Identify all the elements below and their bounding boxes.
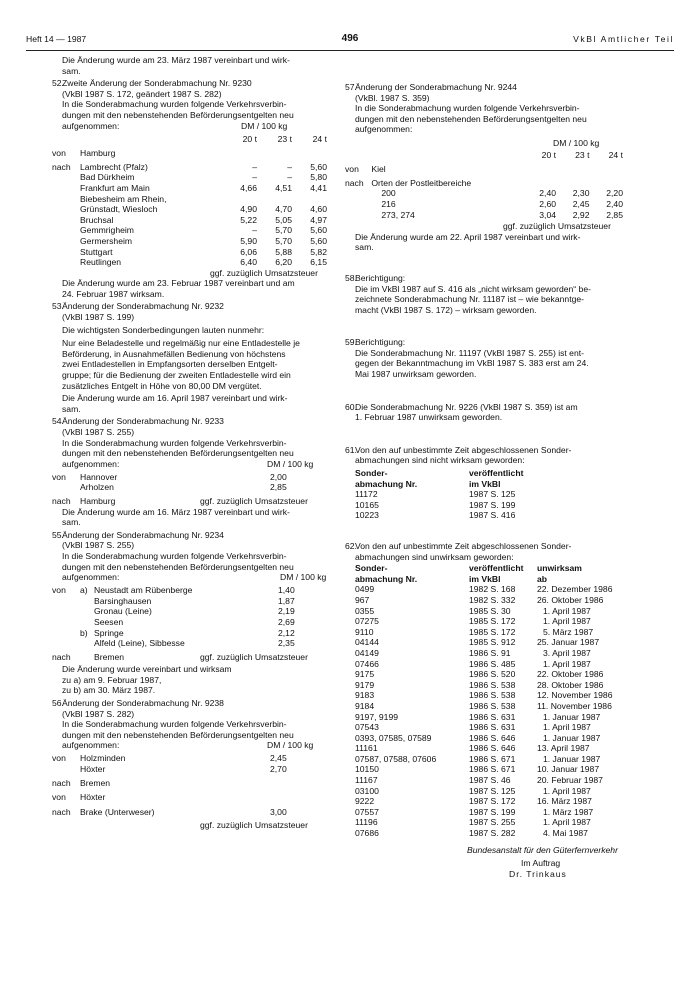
section-62: 62. Von den auf unbestimmte Zeit abgeschlossenen Sonder- abmachungen sind unwirksam geworden: Sonder- abmachung Nr. veröffentlicht im VkBl unwirksam ab 0499 1982 S. 168 22. Dezember 1986 967 1982 S. 332 26. Oktober 1986 0355 1985 S. 30 1. April 1987 07275 1985 S. 172 1. April 1987 9110 1985 S. 172 5. März 1987 04144 1985 S. 912 25. Januar 1987 04149 1986 S. 91 3. April 1987 07466 1986 S. 485 1. April 1987 9175 1986 S. 520 22. Oktober 1986 9179 1986 S. 538 28. Oktober 1986 9183 1986 S. 538 12. November 1986 9184 1986 S. 538 11. November 1986 9197, 9199 1986 S. 631 1. Januar 1987 07543 1986 S. 631 1. April 1987 0393, 07585, 07589 1986 S. 646 1. Januar 1987 11161 1986 S. 646 13. April 1987 07587, 07588, 07606 1986 S. 671 1. Januar 1987 10150 1986 S. 671 10. Januar 1987 11167 1987 S. 46 20. Februar 1987 03100 1987 S. 125 1. April 1987 9222 1987 S. 172 16. März 1987 07557 1987 S. 199 1. März 1987 11196 1987 S. 255 1. April 1987 07686 1987 S. 282 4. Mai 1987 (345, 541, 613, 839)
table-row: 07466 1986 S. 485 1. April 1987 (355, 658, 591, 669)
section-53: 53. Änderung der Sonderabmachung Nr. 9232 (VkBl 1987 S. 199) Die wichtigsten Sonderbedingungen lauten nunmehr: Nur eine Beladestelle und regelmäßig nur eine Entladestelle je Beförderung, in Ausnahmefällen Bedienung von höchstens zwei Entladestellen in Empfangsorten derselben Entgelt- gruppe; für die Bedienung der zweiten Entladestelle wird ein zusätzliches Entgelt in Höhe von 80,00 DM vergütet. Die Änderung wurde am 16. April 1987 vereinbart und wirk- sam. (52, 301, 335, 414)
table-row: 9179 1986 S. 538 28. Oktober 1986 (355, 679, 604, 690)
tariff-table-52: 20 t 23 t 24 t von Hamburg nach Lambrecht (Pfalz) – – 5,60 Bad Dürkheim – – 5,80 Frankfurt am Main 4,66 4,51 4,41 Biebesheim am Rhein, Grünstadt, Wiesloch 4,90 4,70 4,60 Bruchsal 5,22 5,05 4,97 Gemmrigheim – 5,70 5,60 Germersheim 5,90 5,70 5,60 Stuttgart 6,06 5,88 5,82 Reutlingen 6,40 6,20 6,15 (52, 133, 327, 268)
signature-auftrag: Im Auftrag (521, 858, 561, 869)
section-54: 54. Änderung der Sonderabmachung Nr. 9233 (VkBl 1987 S. 255) In die Sonderabmachung wurden folgende Verkehrsverbin- dungen mit den nebenstehenden Beförderungsentgelten neu aufgenommen: DM / 100 kg von Hannover 2,00 Arholzen 2,85 nach Hamburg ggf. zuzüglich Umsatzsteuer Die Änderung wurde am 16. März 1987 vereinbart und wirk- sam. (52, 416, 314, 528)
signature-org: Bundesanstalt für den Güterfernverkehr (467, 844, 618, 855)
tariff-table-56: von Holzminden 2,45 Höxter 2,70 nach Bremen von Höxter nach Brake (Unterweser) 3,00 (52, 753, 287, 817)
table-row: 07275 1985 S. 172 1. April 1987 (355, 616, 591, 627)
table-row: 07543 1986 S. 631 1. April 1987 (355, 722, 591, 733)
table-row: 9175 1986 S. 520 22. Oktober 1986 (355, 669, 604, 680)
table-row: 967 1982 S. 332 26. Oktober 1986 (355, 594, 604, 605)
table-row: 07557 1987 S. 199 1. März 1987 (355, 806, 594, 817)
special-conditions: Nur eine Beladestelle und regelmäßig nur eine Entladestelle je Beförderung, in Ausnahmefällen Bedienung von höchstens zwei Entladestellen in Empfangsorten derselben Entgelt- gruppe; für die Bedienung der zweiten Entladestelle wird ein zusätzliches Entgelt in Höhe von 80,00 DM vergütet. (62, 338, 300, 391)
section-58: 58. Berichtigung: Die im VkBl 1987 auf S. 416 als „nicht wirksam geworden“ be- zeichnete Sonderabmachung Nr. 11187 ist – wie bekanntge- macht (VkBl 1987 S. 172) – wirksam geworden. (345, 272, 591, 315)
section-57: 57. Änderung der Sonderabmachung Nr. 9244 (VkBl. 1987 S. 359) In die Sonderabmachung wurden folgende Verkehrsverbin- dungen mit den nebenstehenden Beförderungsentgelten neu aufgenommen: DM / 100 kg 20 t 23 t 24 t von Kiel nach Orten der Postleitbereiche 200 2,40 2,30 2,20 216 2,60 2,45 2,40 273, 274 3,04 2,92 2,85 ggf. zuzüglich Umsatzsteuer Die Änderung wurde am 22. April 1987 vereinbart und wirk- sam. (345, 82, 623, 253)
section-55: 55. Änderung der Sonderabmachung Nr. 9234 (VkBl 1987 S. 255) In die Sonderabmachung wurden folgende Verkehrsverbin- dungen mit den nebenstehenden Beförderungsentgelten neu aufgenommen: DM / 100 kg von a) Neustadt am Rübenberge 1,40 Barsinghausen 1,87 Gronau (Leine) 2,19 Seesen 2,69 b) Springe 2,12 Alfeld (Leine), Sibbesse 2,35 nach Bremen ggf. zuzüglich Umsatzsteuer Die Änderung wurde vereinbart und wirksam zu a) am 9. Februar 1987, zu b) am 30. März 1987. (52, 529, 327, 696)
table-row: 9183 1986 S. 538 12. November 1986 (355, 690, 613, 701)
section-label: VkBl Amtlicher Teil (573, 34, 674, 44)
page-number: 496 (341, 33, 359, 44)
table-row: 0499 1982 S. 168 22. Dezember 1986 (355, 584, 613, 595)
tariff-table-55: von a) Neustadt am Rübenberge 1,40 Barsinghausen 1,87 Gronau (Leine) 2,19 Seesen 2,69 b) Springe 2,12 Alfeld (Leine), Sibbesse 2,35 nach Bremen ggf. zuzüglich Umsatzsteuer (52, 585, 308, 662)
ineffective-table: Sonder- abmachung Nr. veröffentlicht im VkBl unwirksam ab 0499 1982 S. 168 22. Dezember 1986 967 1982 S. 332 26. Oktober 1986 0355 1985 S. 30 1. April 1987 07275 1985 S. 172 1. April 1987 9110 1985 S. 172 5. März 1987 04144 1985 S. 912 25. Januar 1987 04149 1986 S. 91 3. April 1987 07466 1986 S. 485 1. April 1987 9175 1986 S. 520 22. Oktober 1986 9179 1986 S. 538 28. Oktober 1986 9183 1986 S. 538 12. November 1986 9184 1986 S. 538 11. November 1986 9197, 9199 1986 S. 631 1. Januar 1987 07543 1986 S. 631 1. April 1987 0393, 07585, 07589 1986 S. 646 1. Januar 1987 11161 1986 S. 646 13. April 1987 07587, 07588, 07606 1986 S. 671 1. Januar 1987 10150 1986 S. 671 10. Januar 1987 11167 1987 S. 46 20. Februar 1987 03100 1987 S. 125 1. April 1987 9222 1987 S. 172 16. März 1987 07557 1987 S. 199 1. März 1987 11196 1987 S. 255 1. April 1987 07686 1987 S. 282 4. Mai 1987 (355, 563, 613, 839)
table-row: 11161 1986 S. 646 13. April 1987 (355, 743, 590, 754)
tariff-table-57: 20 t 23 t 24 t von Kiel nach Orten der Postleitbereiche 200 2,40 2,30 2,20 216 2,60 2,45 2,40 273, 274 3,04 2,92 2,85 (345, 149, 623, 220)
table-row: 07686 1987 S. 282 4. Mai 1987 (355, 828, 588, 839)
section-56: 56. Änderung der Sonderabmachung Nr. 9238 (VkBl 1987 S. 282) In die Sonderabmachung wurden folgende Verkehrsverbin- dungen mit den nebenstehenden Beförderungsentgelten neu aufgenommen: DM / 100 kg von Holzminden 2,45 Höxter 2,70 nach Bremen von Höxter nach Brake (Unterweser) 3,00 ggf. zuzüglich Umsatzsteuer (52, 698, 314, 831)
table-row: 07587, 07588, 07606 1986 S. 671 1. Januar 1987 (355, 753, 601, 764)
section-59: 59. Berichtigung: Die Sonderabmachung Nr. 11197 (VkBl 1987 S. 255) ist ent- gegen der Bekanntmachung im VkBl 1987 S. 383 erst am 24. Mai 1987 unwirksam geworden. (345, 337, 589, 380)
table-row: 9222 1987 S. 172 16. März 1987 (355, 796, 592, 807)
intro-note: Die Änderung wurde am 23. März 1987 vereinbart und wirk- sam. (62, 55, 290, 76)
page-header (26, 34, 674, 48)
tariff-table-54: von Hannover 2,00 Arholzen 2,85 nach Hamburg ggf. zuzüglich Umsatzsteuer (52, 471, 308, 506)
left-column (52, 55, 335, 831)
section-60: 60. Die Sonderabmachung Nr. 9226 (VkBl 1987 S. 359) ist am 1. Februar 1987 unwirksam geworden. (345, 401, 578, 423)
signature-name: Dr. Trinkaus (509, 868, 567, 879)
table-row: 11167 1987 S. 46 20. Februar 1987 (355, 775, 603, 786)
table-row: 10150 1986 S. 671 10. Januar 1987 (355, 764, 600, 775)
right-column (345, 82, 633, 879)
not-effective-table: Sonder- abmachung Nr. veröffentlicht im VkBl 11172 1987 S. 125 10165 1987 S. 199 10223 1987 S. 416 (355, 468, 524, 521)
header-rule (26, 50, 674, 51)
table-row: 0355 1985 S. 30 1. April 1987 (355, 605, 591, 616)
table-row: 03100 1987 S. 125 1. April 1987 (355, 785, 591, 796)
table-row: 04144 1985 S. 912 25. Januar 1987 (355, 637, 600, 648)
section-61: 61. Von den auf unbestimmte Zeit abgeschlossenen Sonder- abmachungen sind nicht wirksam geworden: Sonder- abmachung Nr. veröffentlicht im VkBl 11172 1987 S. 125 10165 1987 S. 199 10223 1987 S. 416 (345, 444, 572, 521)
issue-label: Heft 14 — 1987 (26, 34, 87, 44)
table-row: 9197, 9199 1986 S. 631 1. Januar 1987 (355, 711, 601, 722)
table-row: 9110 1985 S. 172 5. März 1987 (355, 626, 594, 637)
table-row: 04149 1986 S. 91 3. April 1987 (355, 647, 591, 658)
section-52: 52. Zweite Änderung der Sonderabmachung Nr. 9230 (VkBl 1987 S. 172, geändert 1987 S. 282) In die Sonderabmachung wurden folgende Verkehrsverbin- dungen mit den nebenstehenden Beförderungsentgelten neu aufgenommen: DM / 100 kg 20 t 23 t 24 t von Hamburg nach Lambrecht (Pfalz) – – 5,60 Bad Dürkheim – – 5,80 Frankfurt am Main 4,66 4,51 4,41 Biebesheim am Rhein, Grünstadt, Wiesloch 4,90 4,70 4,60 Bruchsal 5,22 5,05 4,97 Gemmrigheim – 5,70 5,60 Germersheim 5,90 5,70 5,60 Stuttgart 6,06 5,88 5,82 Reutlingen 6,40 6,20 6,15 ggf. zuzüglich Umsatzsteuer Die Änderung wurde am 23. Februar 1987 vereinbart und am 24. Februar 1987 wirksam. (52, 78, 327, 299)
table-row: 9184 1986 S. 538 11. November 1986 (355, 700, 612, 711)
table-row: 0393, 07585, 07589 1986 S. 646 1. Januar 1987 (355, 732, 601, 743)
table-row: 11196 1987 S. 255 1. April 1987 (355, 817, 591, 828)
